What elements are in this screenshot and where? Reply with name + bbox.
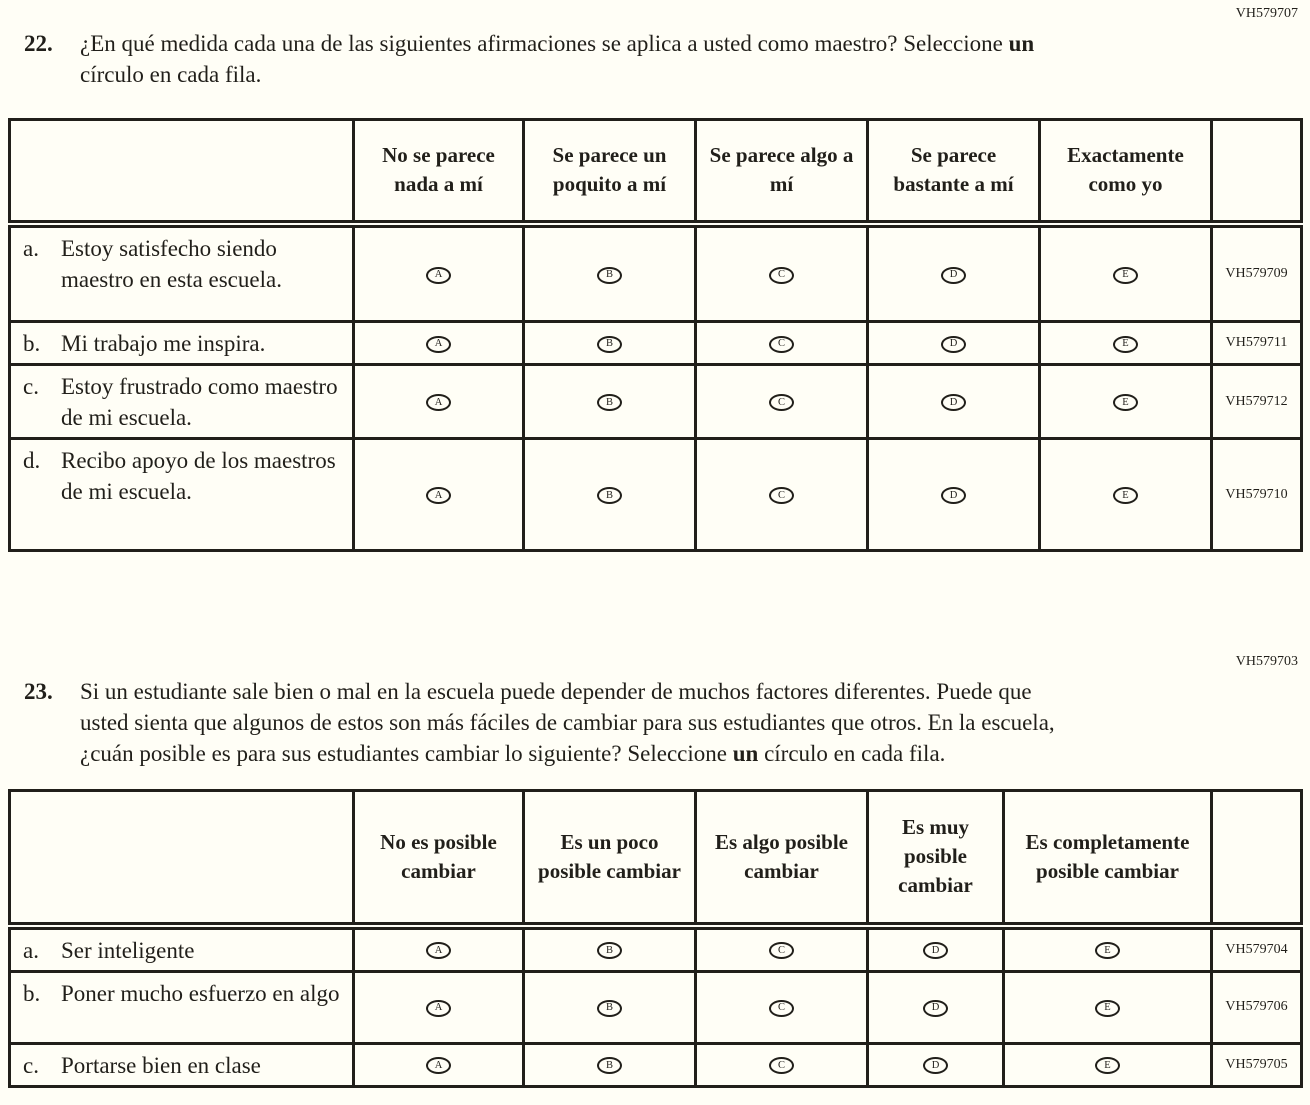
row-letter: d. bbox=[23, 448, 41, 473]
row-code: VH579706 bbox=[1212, 971, 1302, 1043]
option-cell-d bbox=[868, 224, 1040, 322]
bubble-letter-a: A bbox=[434, 269, 443, 280]
question-22-column-header-2: Se parece un poquito a mí bbox=[524, 120, 696, 224]
bubble-letter-e: E bbox=[1122, 396, 1129, 408]
option-cell-e bbox=[1004, 926, 1212, 972]
question-23-header-row bbox=[10, 791, 1302, 926]
row-stub bbox=[10, 322, 354, 365]
answer-bubble-b[interactable] bbox=[597, 1057, 622, 1074]
question-23-stub-header bbox=[10, 791, 354, 926]
answer-bubble-a[interactable] bbox=[426, 394, 451, 411]
bubble-letter-b: B bbox=[605, 489, 613, 501]
question-23-table-header bbox=[10, 791, 1302, 926]
option-cell-e bbox=[1040, 322, 1212, 365]
answer-bubble-b[interactable] bbox=[597, 336, 622, 353]
row-letter: c. bbox=[23, 374, 39, 399]
answer-bubble-c[interactable] bbox=[769, 487, 794, 504]
row-stub bbox=[10, 439, 354, 551]
answer-bubble-d[interactable] bbox=[941, 394, 966, 411]
bubble-letter-e: E bbox=[1122, 269, 1129, 280]
option-cell-b bbox=[524, 926, 696, 972]
question-23-answer-table bbox=[8, 789, 1303, 1088]
row-statement: Estoy satisfecho siendo maestro en esta escuela. bbox=[61, 235, 282, 292]
answer-bubble-b[interactable] bbox=[597, 942, 622, 959]
question-23 bbox=[24, 676, 1070, 769]
question-22-row-d bbox=[10, 439, 1302, 551]
bubble-letter-a: A bbox=[434, 338, 443, 350]
answer-bubble-c[interactable] bbox=[769, 1057, 794, 1074]
row-stub-content bbox=[23, 371, 348, 433]
row-stub bbox=[10, 926, 354, 972]
row-letter: b. bbox=[23, 980, 41, 1006]
question-23-form-code: VH579703 bbox=[1235, 654, 1298, 669]
answer-bubble-e[interactable] bbox=[1113, 394, 1138, 411]
answer-bubble-b[interactable] bbox=[597, 394, 622, 411]
question-22-stub-header bbox=[10, 120, 354, 224]
row-letter: a. bbox=[23, 937, 39, 963]
bubble-letter-b: B bbox=[605, 1059, 613, 1071]
bubble-letter-c: C bbox=[777, 489, 785, 501]
form-code-line-23 bbox=[8, 654, 1300, 670]
option-cell-e bbox=[1040, 439, 1212, 551]
question-23-code-header bbox=[1212, 791, 1302, 926]
answer-bubble-d[interactable] bbox=[941, 487, 966, 504]
question-22-column-header-3: Se parece algo a mí bbox=[696, 120, 868, 224]
answer-bubble-e[interactable] bbox=[1113, 487, 1138, 504]
option-cell-a bbox=[354, 365, 524, 439]
question-22-form-code: VH579707 bbox=[1235, 6, 1298, 21]
row-statement: Poner mucho esfuerzo en algo bbox=[61, 980, 340, 1006]
option-cell-e bbox=[1040, 224, 1212, 322]
question-22-code-header bbox=[1212, 120, 1302, 224]
answer-bubble-a[interactable] bbox=[426, 487, 451, 504]
option-cell-b bbox=[524, 1043, 696, 1086]
bubble-letter-c: C bbox=[777, 1059, 785, 1071]
answer-bubble-d[interactable] bbox=[941, 336, 966, 353]
row-letter: b. bbox=[23, 331, 41, 356]
option-cell-b bbox=[524, 439, 696, 551]
question-22-text-bold: un bbox=[1008, 31, 1035, 56]
row-statement: Ser inteligente bbox=[61, 937, 195, 963]
question-23-row-c bbox=[10, 1043, 1302, 1086]
row-stub-content bbox=[23, 935, 348, 966]
question-22-row-c bbox=[10, 365, 1302, 439]
question-22-row-b bbox=[10, 322, 1302, 365]
row-stub bbox=[10, 971, 354, 1043]
answer-bubble-e[interactable] bbox=[1113, 336, 1138, 353]
option-cell-a bbox=[354, 926, 524, 972]
answer-bubble-b[interactable] bbox=[597, 487, 622, 504]
bubble-letter-d: D bbox=[949, 489, 958, 501]
question-23-text bbox=[80, 676, 1055, 769]
bubble-letter-c: C bbox=[777, 944, 785, 956]
bubble-letter-b: B bbox=[605, 1002, 613, 1014]
bubble-letter-d: D bbox=[949, 338, 958, 350]
answer-bubble-d[interactable] bbox=[923, 942, 948, 959]
row-statement: Mi trabajo me inspira. bbox=[61, 331, 266, 356]
question-22-table-body bbox=[10, 224, 1302, 551]
answer-bubble-e[interactable] bbox=[1095, 1057, 1120, 1074]
answer-bubble-e[interactable] bbox=[1095, 942, 1120, 959]
question-23-column-header-5: Es completamente posible cambiar bbox=[1004, 791, 1212, 926]
answer-bubble-a[interactable] bbox=[426, 267, 451, 284]
bubble-letter-a: A bbox=[434, 489, 443, 501]
row-statement: Portarse bien en clase bbox=[61, 1052, 261, 1078]
bubble-letter-d: D bbox=[949, 269, 958, 280]
bubble-letter-c: C bbox=[777, 269, 785, 280]
question-22-header-row bbox=[10, 120, 1302, 224]
answer-bubble-d[interactable] bbox=[923, 1000, 948, 1017]
option-cell-a bbox=[354, 322, 524, 365]
option-cell-c bbox=[696, 926, 868, 972]
bubble-letter-c: C bbox=[777, 338, 785, 350]
question-23-column-header-2: Es un poco posible cambiar bbox=[524, 791, 696, 926]
answer-bubble-a[interactable] bbox=[426, 1057, 451, 1074]
question-23-column-header-3: Es algo posible cambiar bbox=[696, 791, 868, 926]
question-22-text bbox=[80, 28, 1055, 90]
answer-bubble-c[interactable] bbox=[769, 267, 794, 284]
answer-bubble-d[interactable] bbox=[941, 267, 966, 284]
question-22-text-part2: círculo en cada fila. bbox=[80, 62, 262, 87]
bubble-letter-d: D bbox=[931, 944, 940, 956]
bubble-letter-e: E bbox=[1122, 489, 1129, 501]
option-cell-b bbox=[524, 224, 696, 322]
option-cell-b bbox=[524, 971, 696, 1043]
bubble-letter-a: A bbox=[434, 1059, 443, 1071]
question-22-column-header-1: No se parece nada a mí bbox=[354, 120, 524, 224]
bubble-letter-d: D bbox=[949, 396, 958, 408]
option-cell-a bbox=[354, 439, 524, 551]
bubble-letter-b: B bbox=[605, 944, 613, 956]
option-cell-c bbox=[696, 322, 868, 365]
bubble-letter-b: B bbox=[605, 269, 613, 280]
row-code: VH579710 bbox=[1212, 439, 1302, 551]
answer-bubble-d[interactable] bbox=[923, 1057, 948, 1074]
question-22 bbox=[24, 28, 1070, 90]
row-statement: Estoy frustrado como maestro de mi escuela. bbox=[61, 374, 338, 430]
bubble-letter-a: A bbox=[434, 1002, 443, 1014]
option-cell-c bbox=[696, 439, 868, 551]
row-stub-content bbox=[23, 1050, 348, 1081]
question-23-text-bold: un bbox=[732, 741, 759, 766]
option-cell-b bbox=[524, 365, 696, 439]
option-cell-d bbox=[868, 365, 1040, 439]
bubble-letter-a: A bbox=[434, 396, 443, 408]
form-code-line-22 bbox=[8, 6, 1300, 22]
row-code: VH579709 bbox=[1212, 224, 1302, 322]
option-cell-d bbox=[868, 322, 1040, 365]
question-22-table-header bbox=[10, 120, 1302, 224]
row-code: VH579711 bbox=[1212, 322, 1302, 365]
answer-bubble-a[interactable] bbox=[426, 942, 451, 959]
question-22-number: 22. bbox=[24, 31, 53, 56]
question-22-column-header-4: Se parece bastante a mí bbox=[868, 120, 1040, 224]
question-23-text-part2: círculo en cada fila. bbox=[758, 741, 946, 766]
option-cell-a bbox=[354, 224, 524, 322]
bubble-letter-e: E bbox=[1104, 1059, 1111, 1071]
bubble-letter-b: B bbox=[605, 396, 613, 408]
row-code: VH579712 bbox=[1212, 365, 1302, 439]
bubble-letter-c: C bbox=[777, 396, 785, 408]
bubble-letter-d: D bbox=[931, 1002, 940, 1014]
answer-bubble-c[interactable] bbox=[769, 942, 794, 959]
question-23-text-part1: Si un estudiante sale bien o mal en la escuela puede depender de muchos factores diferentes. Puede que usted sienta que algunos de estos son más fáciles de cambiar para sus estudiantes que otros. En la escuela, ¿cuán posible es para sus estudiantes cambiar lo siguiente? Seleccione bbox=[80, 679, 1055, 766]
option-cell-c bbox=[696, 365, 868, 439]
row-stub bbox=[10, 1043, 354, 1086]
row-stub bbox=[10, 224, 354, 322]
option-cell-e bbox=[1040, 365, 1212, 439]
bubble-letter-c: C bbox=[777, 1002, 785, 1014]
answer-bubble-e[interactable] bbox=[1113, 267, 1138, 284]
option-cell-a bbox=[354, 971, 524, 1043]
bubble-letter-e: E bbox=[1104, 944, 1111, 956]
row-letter: c. bbox=[23, 1052, 39, 1078]
row-letter: a. bbox=[23, 235, 39, 261]
bubble-letter-a: A bbox=[434, 944, 443, 956]
option-cell-c bbox=[696, 1043, 868, 1086]
answer-bubble-a[interactable] bbox=[426, 1000, 451, 1017]
row-statement: Recibo apoyo de los maestros de mi escuela. bbox=[61, 448, 336, 504]
question-23-number: 23. bbox=[24, 679, 53, 704]
bubble-letter-b: B bbox=[605, 338, 613, 350]
answer-bubble-c[interactable] bbox=[769, 394, 794, 411]
option-cell-d bbox=[868, 1043, 1004, 1086]
option-cell-c bbox=[696, 971, 868, 1043]
answer-bubble-b[interactable] bbox=[597, 267, 622, 284]
question-22-answer-table bbox=[8, 118, 1303, 552]
row-stub-content bbox=[23, 233, 348, 295]
answer-bubble-c[interactable] bbox=[769, 1000, 794, 1017]
bubble-letter-d: D bbox=[931, 1059, 940, 1071]
option-cell-e bbox=[1004, 971, 1212, 1043]
question-23-table-body bbox=[10, 926, 1302, 1087]
bubble-letter-e: E bbox=[1122, 338, 1129, 350]
question-22-column-header-5: Exactamente como yo bbox=[1040, 120, 1212, 224]
question-22-row-a bbox=[10, 224, 1302, 322]
option-cell-e bbox=[1004, 1043, 1212, 1086]
answer-bubble-e[interactable] bbox=[1095, 1000, 1120, 1017]
answer-bubble-c[interactable] bbox=[769, 336, 794, 353]
question-22-text-part1: ¿En qué medida cada una de las siguientes afirmaciones se aplica a usted como maestro? Seleccione bbox=[80, 31, 1009, 56]
answer-bubble-a[interactable] bbox=[426, 336, 451, 353]
option-cell-d bbox=[868, 439, 1040, 551]
option-cell-a bbox=[354, 1043, 524, 1086]
answer-bubble-b[interactable] bbox=[597, 1000, 622, 1017]
row-stub-content bbox=[23, 328, 348, 359]
bubble-letter-e: E bbox=[1104, 1002, 1111, 1014]
option-cell-c bbox=[696, 224, 868, 322]
row-code: VH579705 bbox=[1212, 1043, 1302, 1086]
question-23-row-b bbox=[10, 971, 1302, 1043]
row-code: VH579704 bbox=[1212, 926, 1302, 972]
question-23-column-header-4: Es muy posible cambiar bbox=[868, 791, 1004, 926]
question-23-column-header-1: No es posible cambiar bbox=[354, 791, 524, 926]
row-stub-content bbox=[23, 978, 348, 1009]
question-23-row-a bbox=[10, 926, 1302, 972]
option-cell-d bbox=[868, 971, 1004, 1043]
option-cell-b bbox=[524, 322, 696, 365]
row-stub-content bbox=[23, 445, 348, 507]
row-stub bbox=[10, 365, 354, 439]
option-cell-d bbox=[868, 926, 1004, 972]
